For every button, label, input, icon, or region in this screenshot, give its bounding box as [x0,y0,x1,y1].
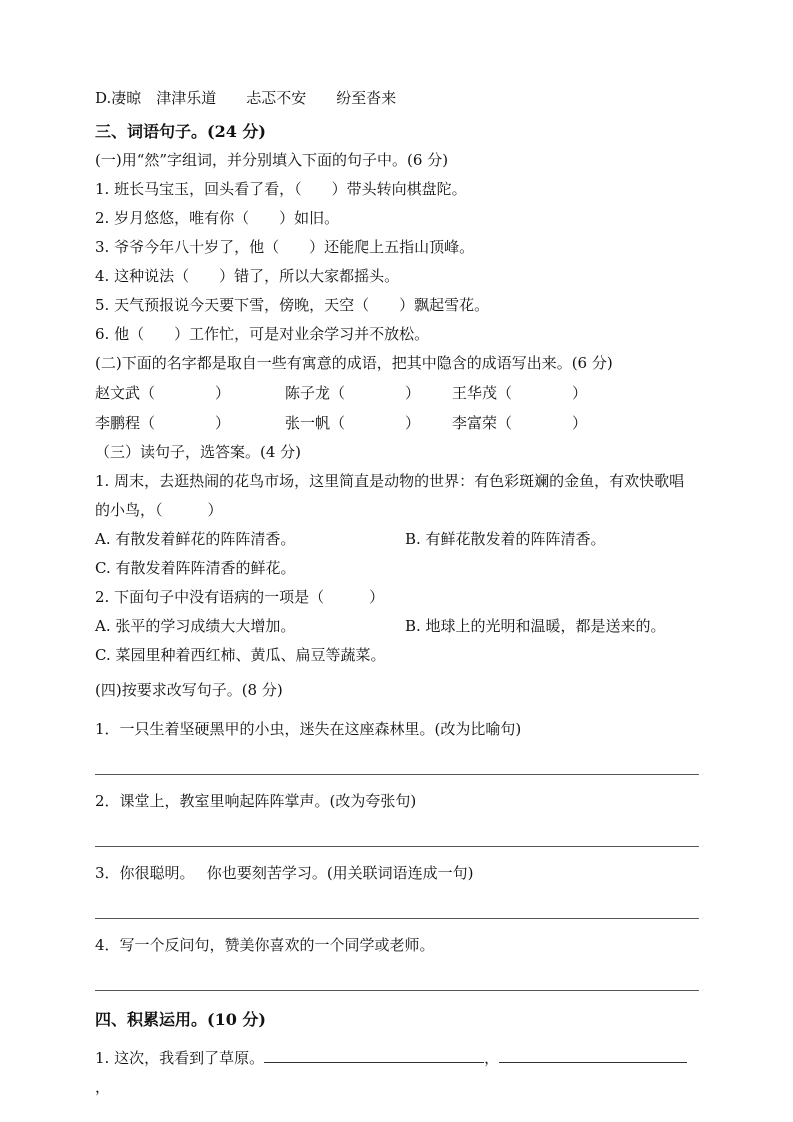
option-c: C. 菜园里种着西红柿、黄瓜、扁豆等蔬菜。 [95,646,386,664]
comma-separator: ， [95,1078,111,1096]
fill-blank-sentence-3: 3. 爷爷今年八十岁了，他（ ）还能爬上五指山顶峰。 [95,238,475,256]
rewrite-item-4: 4．写一个反问句，赞美你喜欢的一个同学或老师。 [95,936,435,954]
section-four-question-1 [95,1044,699,1102]
names-row-1 [95,378,699,408]
rewrite-item-1: 1．一只生着坚硬黑甲的小虫，迷失在这座森林里。(改为比喻句) [95,720,522,738]
fill-blank-sentence-4: 4. 这种说法（ ）错了，所以大家都摇头。 [95,267,400,285]
answer-blank [264,1047,484,1063]
fill-blank-sentence-2: 2. 岁月悠悠，唯有你（ ）如旧。 [95,209,340,227]
option-b: B. 地球上的光明和温暖，都是送来的。 [405,617,666,635]
answer-line [95,774,699,775]
fill-blank-sentence-6: 6. 他（ ）工作忙，可是对业余学习并不放松。 [95,325,430,343]
question-prefix: 1. 这次，我看到了草原。 [95,1049,265,1067]
part-three-title: （三）读句子，选答案。(4 分) [95,443,302,461]
question-2-options-ab [95,612,699,641]
comma-separator: ， [484,1049,500,1067]
answer-line [95,918,699,919]
part-one-title: (一)用“然”字组词，并分别填入下面的句子中。(6 分) [95,151,449,169]
answer-line [95,846,699,847]
name-idiom-item: 陈子龙（ ） [285,384,421,402]
option-b: B. 有鲜花散发着的阵阵清香。 [405,530,606,548]
option-c: C. 有散发着阵阵清香的鲜花。 [95,559,296,577]
name-idiom-item: 李富荣（ ） [452,414,588,432]
choice-option-d-line: D.凄晾 津津乐道 忐忑不安 纷至沓来 [95,89,397,107]
answer-line [95,990,699,991]
section-four-heading: 四、积累运用。(10 分) [95,1010,266,1029]
part-two-title: (二)下面的名字都是取自一些有寓意的成语，把其中隐含的成语写出来。(6 分) [95,354,613,372]
answer-blank [499,1047,687,1063]
fill-blank-sentence-5: 5. 天气预报说今天要下雪，傍晚，天空（ ）飘起雪花。 [95,296,490,314]
question-1-options-ab [95,525,699,554]
option-a: A. 有散发着鲜花的阵阵清香。 [95,530,296,548]
section-three-heading: 三、词语句子。(24 分) [95,122,266,141]
names-row-2 [95,408,699,438]
rewrite-item-3: 3．你很聪明。 你也要刻苦学习。(用关联词语连成一句) [95,864,474,882]
name-idiom-item: 李鹏程（ ） [95,414,231,432]
question-1-stem: 1. 周末，去逛热闹的花鸟市场，这里简直是动物的世界：有色彩斑斓的金鱼，有欢快歌唱的小鸟，（ ） [95,472,685,519]
fill-blank-sentence-1: 1. 班长马宝玉，回头看了看，（ ）带头转向棋盘陀。 [95,180,467,198]
name-idiom-item: 王华茂（ ） [452,384,588,402]
name-idiom-item: 张一帆（ ） [285,414,421,432]
option-a: A. 张平的学习成绩大大增加。 [95,617,296,635]
rewrite-item-2: 2．课堂上，教室里响起阵阵掌声。(改为夸张句) [95,792,417,810]
name-idiom-item: 赵文武（ ） [95,384,231,402]
part-four-title: (四)按要求改写句子。(8 分) [95,681,283,699]
question-2-stem: 2. 下面句子中没有语病的一项是（ ） [95,588,385,606]
